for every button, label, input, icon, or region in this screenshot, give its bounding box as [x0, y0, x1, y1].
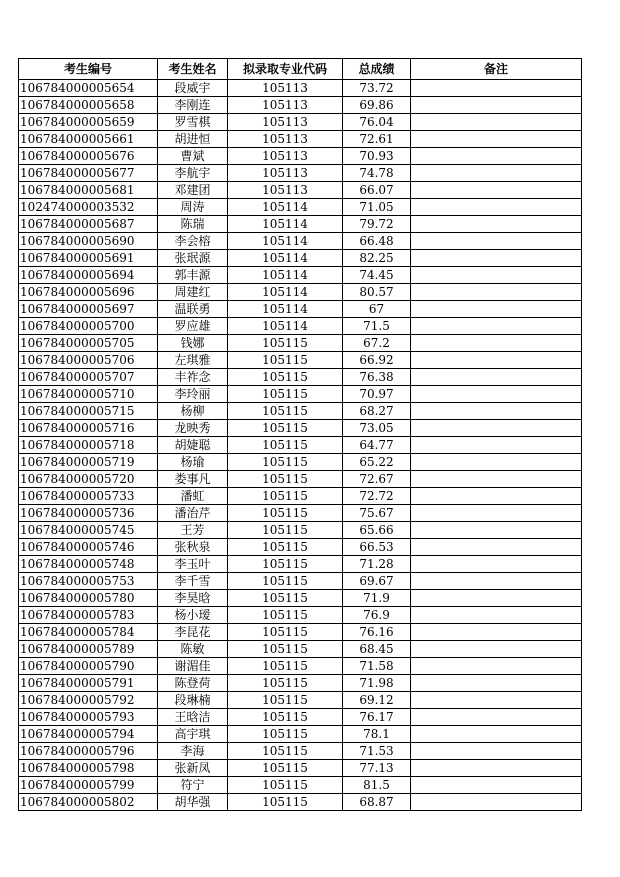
cell-remarks: [411, 352, 582, 369]
cell-exam-id: 106784000005694: [19, 267, 158, 284]
cell-exam-id: 106784000005790: [19, 658, 158, 675]
cell-major-code: 105115: [228, 522, 343, 539]
cell-remarks: [411, 556, 582, 573]
cell-total-score: 76.38: [343, 369, 411, 386]
cell-exam-id: 106784000005696: [19, 284, 158, 301]
cell-major-code: 105115: [228, 505, 343, 522]
cell-total-score: 65.66: [343, 522, 411, 539]
cell-remarks: [411, 539, 582, 556]
table-row: [19, 267, 582, 284]
header-major-code: 拟录取专业代码: [228, 59, 343, 80]
header-exam-id: 考生编号: [19, 59, 158, 80]
cell-name: 李千雪: [158, 573, 228, 590]
cell-exam-id: 106784000005690: [19, 233, 158, 250]
table-row: [19, 420, 582, 437]
cell-major-code: 105115: [228, 539, 343, 556]
cell-major-code: 105113: [228, 80, 343, 97]
cell-name: 张新凤: [158, 760, 228, 777]
table-row: [19, 709, 582, 726]
cell-remarks: [411, 658, 582, 675]
table-row: [19, 318, 582, 335]
cell-exam-id: 106784000005784: [19, 624, 158, 641]
cell-remarks: [411, 216, 582, 233]
table-row: [19, 80, 582, 97]
cell-remarks: [411, 250, 582, 267]
table-row: [19, 114, 582, 131]
header-remarks: 备注: [411, 59, 582, 80]
cell-exam-id: 106784000005658: [19, 97, 158, 114]
cell-total-score: 67.2: [343, 335, 411, 352]
cell-name: 陈敏: [158, 641, 228, 658]
table-row: [19, 794, 582, 811]
cell-exam-id: 106784000005745: [19, 522, 158, 539]
cell-exam-id: 106784000005791: [19, 675, 158, 692]
cell-remarks: [411, 148, 582, 165]
cell-total-score: 73.72: [343, 80, 411, 97]
table-row: [19, 97, 582, 114]
cell-name: 周涛: [158, 199, 228, 216]
table-row: [19, 590, 582, 607]
cell-name: 李昊晗: [158, 590, 228, 607]
cell-exam-id: 106784000005746: [19, 539, 158, 556]
cell-exam-id: 106784000005733: [19, 488, 158, 505]
cell-name: 张珉源: [158, 250, 228, 267]
cell-exam-id: 106784000005687: [19, 216, 158, 233]
cell-name: 李昆花: [158, 624, 228, 641]
cell-name: 段威宇: [158, 80, 228, 97]
cell-exam-id: 106784000005796: [19, 743, 158, 760]
cell-exam-id: 106784000005736: [19, 505, 158, 522]
cell-remarks: [411, 709, 582, 726]
table-row: [19, 233, 582, 250]
cell-total-score: 64.77: [343, 437, 411, 454]
cell-total-score: 69.12: [343, 692, 411, 709]
cell-major-code: 105115: [228, 726, 343, 743]
table-row: [19, 301, 582, 318]
cell-exam-id: 106784000005706: [19, 352, 158, 369]
cell-total-score: 69.86: [343, 97, 411, 114]
cell-total-score: 71.53: [343, 743, 411, 760]
table-row: [19, 624, 582, 641]
table-row: [19, 437, 582, 454]
cell-name: 左琪雅: [158, 352, 228, 369]
cell-total-score: 70.97: [343, 386, 411, 403]
cell-major-code: 105115: [228, 607, 343, 624]
cell-exam-id: 106784000005720: [19, 471, 158, 488]
table-row: [19, 522, 582, 539]
cell-name: 娄事凡: [158, 471, 228, 488]
table-row: [19, 403, 582, 420]
cell-remarks: [411, 454, 582, 471]
cell-total-score: 68.87: [343, 794, 411, 811]
cell-exam-id: 106784000005792: [19, 692, 158, 709]
cell-name: 陈瑞: [158, 216, 228, 233]
cell-exam-id: 106784000005659: [19, 114, 158, 131]
cell-exam-id: 106784000005719: [19, 454, 158, 471]
cell-exam-id: 106784000005716: [19, 420, 158, 437]
cell-major-code: 105114: [228, 250, 343, 267]
cell-remarks: [411, 641, 582, 658]
cell-remarks: [411, 675, 582, 692]
cell-name: 邓建团: [158, 182, 228, 199]
cell-name: 胡华强: [158, 794, 228, 811]
cell-remarks: [411, 505, 582, 522]
cell-remarks: [411, 692, 582, 709]
cell-major-code: 105115: [228, 624, 343, 641]
table-row: [19, 199, 582, 216]
cell-total-score: 78.1: [343, 726, 411, 743]
cell-major-code: 105115: [228, 403, 343, 420]
cell-major-code: 105115: [228, 454, 343, 471]
cell-total-score: 71.58: [343, 658, 411, 675]
cell-name: 潘治芹: [158, 505, 228, 522]
cell-total-score: 73.05: [343, 420, 411, 437]
cell-major-code: 105115: [228, 420, 343, 437]
cell-major-code: 105114: [228, 318, 343, 335]
cell-exam-id: 106784000005661: [19, 131, 158, 148]
cell-total-score: 76.9: [343, 607, 411, 624]
cell-name: 陈登荷: [158, 675, 228, 692]
table-row: [19, 386, 582, 403]
cell-name: 潘虹: [158, 488, 228, 505]
cell-name: 胡婕聪: [158, 437, 228, 454]
table-row: [19, 641, 582, 658]
cell-name: 郭丰源: [158, 267, 228, 284]
cell-total-score: 68.45: [343, 641, 411, 658]
cell-major-code: 105115: [228, 709, 343, 726]
cell-total-score: 71.9: [343, 590, 411, 607]
cell-name: 高宇琪: [158, 726, 228, 743]
cell-total-score: 74.78: [343, 165, 411, 182]
cell-remarks: [411, 488, 582, 505]
cell-name: 李会榕: [158, 233, 228, 250]
cell-exam-id: 106784000005676: [19, 148, 158, 165]
cell-total-score: 76.17: [343, 709, 411, 726]
cell-total-score: 66.53: [343, 539, 411, 556]
table-row: [19, 726, 582, 743]
cell-remarks: [411, 607, 582, 624]
cell-major-code: 105114: [228, 284, 343, 301]
cell-remarks: [411, 131, 582, 148]
table-row: [19, 505, 582, 522]
cell-major-code: 105115: [228, 369, 343, 386]
header-total-score: 总成绩: [343, 59, 411, 80]
table-row: [19, 658, 582, 675]
cell-major-code: 105114: [228, 233, 343, 250]
cell-exam-id: 106784000005715: [19, 403, 158, 420]
cell-name: 周建红: [158, 284, 228, 301]
table-row: [19, 250, 582, 267]
cell-total-score: 70.93: [343, 148, 411, 165]
cell-total-score: 69.67: [343, 573, 411, 590]
cell-major-code: 105115: [228, 777, 343, 794]
table-row: [19, 539, 582, 556]
cell-remarks: [411, 522, 582, 539]
cell-exam-id: 106784000005705: [19, 335, 158, 352]
cell-exam-id: 106784000005700: [19, 318, 158, 335]
cell-remarks: [411, 743, 582, 760]
cell-exam-id: 106784000005794: [19, 726, 158, 743]
cell-total-score: 76.16: [343, 624, 411, 641]
table-row: [19, 573, 582, 590]
cell-exam-id: 106784000005789: [19, 641, 158, 658]
table-row: [19, 743, 582, 760]
table-row: [19, 454, 582, 471]
cell-remarks: [411, 420, 582, 437]
cell-remarks: [411, 624, 582, 641]
cell-exam-id: 102474000003532: [19, 199, 158, 216]
cell-name: 符宁: [158, 777, 228, 794]
table-row: [19, 148, 582, 165]
cell-major-code: 105115: [228, 556, 343, 573]
cell-name: 胡进恒: [158, 131, 228, 148]
cell-major-code: 105113: [228, 131, 343, 148]
cell-name: 李玉叶: [158, 556, 228, 573]
cell-remarks: [411, 97, 582, 114]
cell-major-code: 105113: [228, 165, 343, 182]
cell-name: 杨柳: [158, 403, 228, 420]
cell-exam-id: 106784000005681: [19, 182, 158, 199]
cell-total-score: 80.57: [343, 284, 411, 301]
cell-exam-id: 106784000005783: [19, 607, 158, 624]
cell-total-score: 75.67: [343, 505, 411, 522]
table-row: [19, 284, 582, 301]
cell-remarks: [411, 80, 582, 97]
cell-exam-id: 106784000005718: [19, 437, 158, 454]
table-row: [19, 352, 582, 369]
cell-remarks: [411, 199, 582, 216]
cell-name: 李海: [158, 743, 228, 760]
cell-remarks: [411, 267, 582, 284]
cell-major-code: 105114: [228, 216, 343, 233]
cell-name: 罗雪棋: [158, 114, 228, 131]
cell-name: 王芳: [158, 522, 228, 539]
cell-exam-id: 106784000005802: [19, 794, 158, 811]
cell-total-score: 72.67: [343, 471, 411, 488]
cell-total-score: 72.61: [343, 131, 411, 148]
cell-major-code: 105115: [228, 675, 343, 692]
cell-major-code: 105114: [228, 267, 343, 284]
cell-total-score: 66.92: [343, 352, 411, 369]
cell-remarks: [411, 233, 582, 250]
cell-major-code: 105113: [228, 97, 343, 114]
cell-total-score: 66.07: [343, 182, 411, 199]
admission-table: [18, 58, 582, 811]
cell-remarks: [411, 301, 582, 318]
cell-major-code: 105115: [228, 335, 343, 352]
cell-remarks: [411, 726, 582, 743]
cell-major-code: 105115: [228, 641, 343, 658]
cell-name: 李航宇: [158, 165, 228, 182]
table-row: [19, 335, 582, 352]
cell-exam-id: 106784000005748: [19, 556, 158, 573]
cell-name: 李刚连: [158, 97, 228, 114]
cell-remarks: [411, 403, 582, 420]
cell-name: 杨小瑷: [158, 607, 228, 624]
table-row: [19, 182, 582, 199]
cell-exam-id: 106784000005753: [19, 573, 158, 590]
cell-total-score: 66.48: [343, 233, 411, 250]
cell-major-code: 105115: [228, 692, 343, 709]
table-row: [19, 488, 582, 505]
table-row: [19, 471, 582, 488]
cell-remarks: [411, 573, 582, 590]
cell-remarks: [411, 386, 582, 403]
cell-total-score: 74.45: [343, 267, 411, 284]
cell-major-code: 105115: [228, 386, 343, 403]
cell-major-code: 105115: [228, 573, 343, 590]
cell-major-code: 105115: [228, 488, 343, 505]
cell-name: 曹斌: [158, 148, 228, 165]
table-row: [19, 760, 582, 777]
cell-name: 温联勇: [158, 301, 228, 318]
cell-exam-id: 106784000005798: [19, 760, 158, 777]
cell-total-score: 68.27: [343, 403, 411, 420]
cell-exam-id: 106784000005677: [19, 165, 158, 182]
cell-major-code: 105115: [228, 471, 343, 488]
cell-name: 钱娜: [158, 335, 228, 352]
cell-major-code: 105113: [228, 148, 343, 165]
cell-exam-id: 106784000005793: [19, 709, 158, 726]
cell-name: 罗应雄: [158, 318, 228, 335]
cell-total-score: 79.72: [343, 216, 411, 233]
cell-exam-id: 106784000005780: [19, 590, 158, 607]
cell-name: 丰祚念: [158, 369, 228, 386]
cell-remarks: [411, 777, 582, 794]
cell-total-score: 67: [343, 301, 411, 318]
cell-remarks: [411, 114, 582, 131]
cell-remarks: [411, 284, 582, 301]
cell-total-score: 81.5: [343, 777, 411, 794]
table-row: [19, 692, 582, 709]
cell-major-code: 105115: [228, 743, 343, 760]
table-row: [19, 216, 582, 233]
cell-remarks: [411, 165, 582, 182]
cell-name: 李玲丽: [158, 386, 228, 403]
cell-major-code: 105115: [228, 760, 343, 777]
cell-remarks: [411, 335, 582, 352]
cell-exam-id: 106784000005799: [19, 777, 158, 794]
cell-total-score: 71.5: [343, 318, 411, 335]
cell-name: 段琳楠: [158, 692, 228, 709]
table-body: [19, 80, 582, 811]
table-row: [19, 607, 582, 624]
table-row: [19, 165, 582, 182]
cell-total-score: 71.05: [343, 199, 411, 216]
header-row: [19, 59, 582, 80]
cell-remarks: [411, 590, 582, 607]
table-row: [19, 131, 582, 148]
cell-total-score: 77.13: [343, 760, 411, 777]
cell-total-score: 72.72: [343, 488, 411, 505]
header-name: 考生姓名: [158, 59, 228, 80]
cell-name: 王晗洁: [158, 709, 228, 726]
table-row: [19, 777, 582, 794]
cell-major-code: 105115: [228, 658, 343, 675]
cell-exam-id: 106784000005697: [19, 301, 158, 318]
cell-exam-id: 106784000005691: [19, 250, 158, 267]
cell-name: 谢湄佳: [158, 658, 228, 675]
cell-major-code: 105113: [228, 182, 343, 199]
cell-remarks: [411, 760, 582, 777]
cell-remarks: [411, 794, 582, 811]
cell-total-score: 82.25: [343, 250, 411, 267]
cell-name: 张秋泉: [158, 539, 228, 556]
cell-total-score: 65.22: [343, 454, 411, 471]
cell-major-code: 105114: [228, 199, 343, 216]
cell-major-code: 105115: [228, 352, 343, 369]
cell-total-score: 71.28: [343, 556, 411, 573]
cell-major-code: 105114: [228, 301, 343, 318]
table-row: [19, 369, 582, 386]
cell-exam-id: 106784000005710: [19, 386, 158, 403]
cell-name: 杨瑜: [158, 454, 228, 471]
cell-remarks: [411, 182, 582, 199]
cell-major-code: 105115: [228, 590, 343, 607]
table-row: [19, 556, 582, 573]
cell-total-score: 71.98: [343, 675, 411, 692]
cell-exam-id: 106784000005707: [19, 369, 158, 386]
cell-total-score: 76.04: [343, 114, 411, 131]
cell-remarks: [411, 471, 582, 488]
cell-exam-id: 106784000005654: [19, 80, 158, 97]
cell-remarks: [411, 369, 582, 386]
cell-name: 龙映秀: [158, 420, 228, 437]
cell-remarks: [411, 437, 582, 454]
cell-major-code: 105115: [228, 437, 343, 454]
table-row: [19, 675, 582, 692]
cell-remarks: [411, 318, 582, 335]
cell-major-code: 105113: [228, 114, 343, 131]
cell-major-code: 105115: [228, 794, 343, 811]
